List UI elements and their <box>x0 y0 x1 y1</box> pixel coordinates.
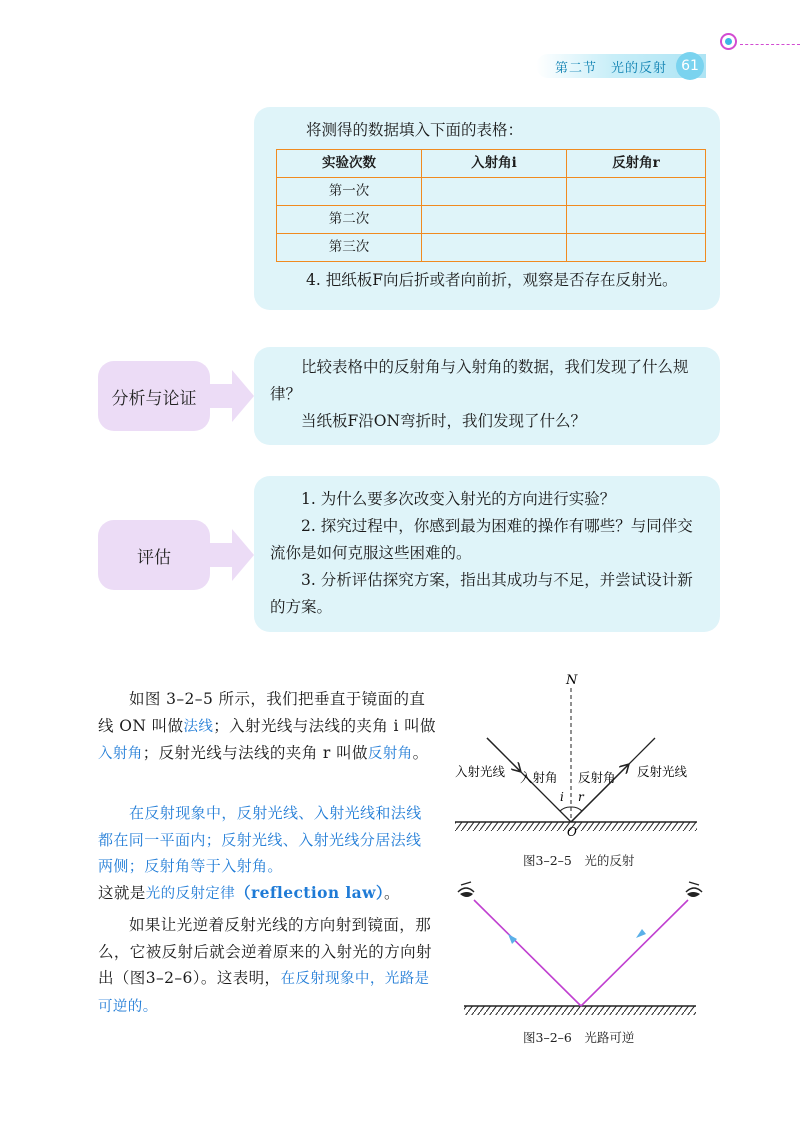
table-row <box>277 206 706 234</box>
analysis-text-1: 比较表格中的反射角与入射角的数据，我们发现了什么规律？ <box>270 358 689 403</box>
incident-ray-label: 入射光线 <box>455 764 506 779</box>
term-reflection-law-en: （reflection law） <box>235 883 384 902</box>
analysis-box <box>254 347 720 445</box>
arrow-right-icon <box>210 366 256 426</box>
point-o-label: O <box>567 825 577 838</box>
left-eye-icon <box>458 882 474 897</box>
law-name-text: 这就是 <box>98 884 146 902</box>
reversibility-diagram <box>450 876 710 1016</box>
table-header: 实验次数 <box>277 150 422 178</box>
table-header-row <box>277 150 706 178</box>
table-row <box>277 234 706 262</box>
reflection-diagram <box>450 670 710 838</box>
normal-label: N <box>566 673 578 688</box>
reflection-law-text: 在反射现象中，反射光线、入射光线和法线都在同一平面内；反射光线、入射光线分居法线两侧；反射角等于入射角。 <box>98 804 422 875</box>
incident-angle-label: 入射角 <box>520 770 558 785</box>
data-table-box <box>254 107 720 310</box>
table-cell[interactable] <box>422 178 567 206</box>
term-reflection-law: 光的反射定律 <box>145 886 236 902</box>
section-title: 第二节 光的反射 <box>555 61 668 76</box>
right-ray-arrow-icon <box>636 929 646 938</box>
table-cell[interactable] <box>567 234 706 262</box>
analysis-text-2: 当纸板F沿ON弯折时，我们发现了什么？ <box>301 412 587 430</box>
table-row <box>277 178 706 206</box>
reversibility-paragraph <box>98 912 436 1020</box>
law-name-text: 。 <box>383 884 400 902</box>
evaluation-question-3: 3. 分析评估探究方案，指出其成功与不足，并尝试设计新的方案。 <box>270 571 693 616</box>
table-cell: 第一次 <box>277 178 422 206</box>
table-cell: 第二次 <box>277 206 422 234</box>
arrow-right-icon <box>210 525 256 585</box>
left-ray-arrow-icon <box>508 934 517 944</box>
step-4-text: 4. 把纸板F向后折或者向前折，观察是否存在反射光。 <box>306 271 678 289</box>
table-cell[interactable] <box>567 206 706 234</box>
definition-text: ；入射光线与法线的夹角 i 叫做 <box>213 716 436 735</box>
header-dot-icon <box>725 38 732 45</box>
table-intro: 将测得的数据填入下面的表格： <box>306 121 524 139</box>
table-cell[interactable] <box>567 178 706 206</box>
evaluation-question-1: 1. 为什么要多次改变入射光的方向进行实验？ <box>301 490 616 508</box>
data-table <box>276 149 706 262</box>
header-dashed-line <box>740 44 800 45</box>
reflected-ray-label: 反射光线 <box>637 764 688 779</box>
definition-text: 如图 3–2–5 所示，我们把垂直于镜面的直线 ON 叫做 <box>98 690 426 735</box>
definition-text: 。 <box>412 744 429 762</box>
mirror-hatching <box>464 1006 696 1015</box>
reflected-angle-arc <box>571 807 582 811</box>
term-reflection-angle: 反射角 <box>367 746 413 762</box>
table-cell: 第三次 <box>277 234 422 262</box>
right-ray <box>581 900 688 1006</box>
evaluation-label: 评估 <box>98 520 210 590</box>
evaluation-box <box>254 476 720 632</box>
right-eye-icon <box>686 882 702 897</box>
angle-i-label: i <box>560 790 564 804</box>
left-ray <box>474 900 581 1006</box>
definition-paragraph <box>98 686 436 768</box>
term-incident-angle: 入射角 <box>98 746 143 762</box>
table-cell[interactable] <box>422 234 567 262</box>
evaluation-question-2: 2. 探究过程中，你感到最为困难的操作有哪些？与同伴交流你是如何克服这些困难的。 <box>270 517 693 562</box>
angle-r-label: r <box>578 790 584 804</box>
incident-angle-arc <box>560 807 571 811</box>
reflection-angle-label: 反射角 <box>578 770 616 785</box>
reversibility-text: 如果让光逆着反射光线的方向射到镜面，那么，它被反射后就会逆着原来的入射光的方向射出（图3–2–6）。这表明， <box>98 916 432 987</box>
page-number: 61 <box>676 52 704 80</box>
table-header: 反射角r <box>567 150 706 178</box>
law-name-paragraph <box>98 880 436 908</box>
table-cell[interactable] <box>422 206 567 234</box>
figure-caption: 图3–2–6 光路可逆 <box>523 1030 635 1045</box>
analysis-label: 分析与论证 <box>98 361 210 431</box>
figure-caption: 图3–2–5 光的反射 <box>523 853 635 868</box>
definition-text: ；反射光线与法线的夹角 r 叫做 <box>142 744 368 762</box>
reversibility-conclusion: 在反射现象中，光路是可逆的。 <box>98 971 430 1015</box>
table-header: 入射角i <box>422 150 567 178</box>
term-normal: 法线 <box>183 718 214 735</box>
